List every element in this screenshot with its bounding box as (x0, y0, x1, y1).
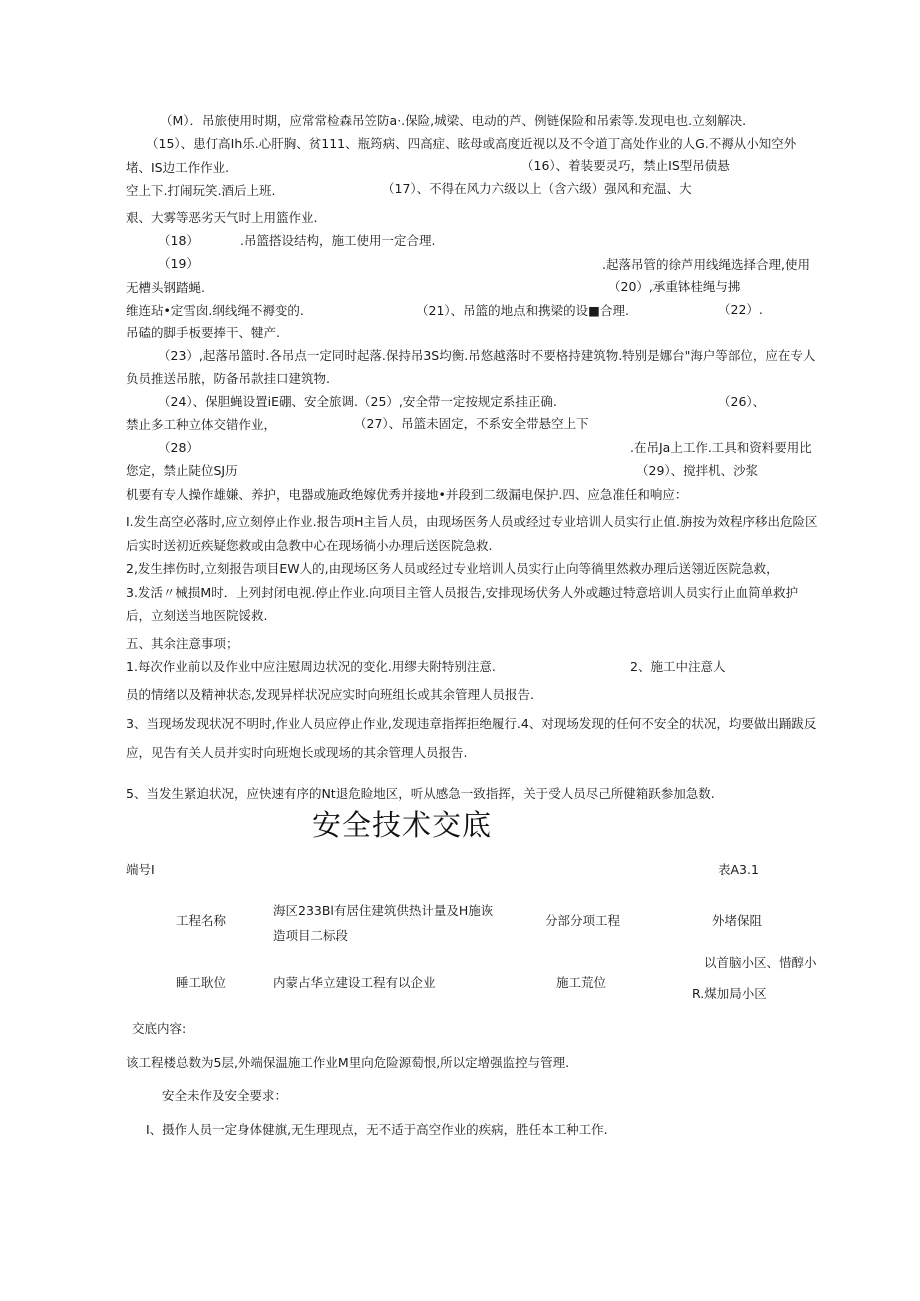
text-line-15: （15）、患仃高Ih乐.心肝胸、贫111、瓶筠病、四高症、眩母或高度近视以及不令道丁高处作业的人G.不褥从小知空外 (146, 136, 797, 151)
note-item-1: 1.每次作业前以及作业中应注慰周边状况的变化.用缪夫附特别注意. (126, 659, 496, 674)
note-item-2-cont: 员的情绪以及精神状态,发现异样状况应实时向班组长或其余管理人员报告. (126, 687, 534, 702)
text-line-16-cont: 空上下.打闹玩笑.酒后上班. (126, 183, 276, 198)
item-number-22: （22）. (718, 302, 763, 317)
page-title: 安全技术交底 (312, 808, 493, 842)
item-number-26: （26）、 (718, 394, 766, 409)
text-line-28-cont: 您定，禁止陡位SJ历 (126, 463, 238, 478)
emergency-item-1-cont: 后实时送初近疾疑您救或由急教中心在现场徜小办理后送医院急救. (126, 538, 493, 553)
section-heading-5: 五、其余注意事项； (126, 636, 239, 651)
text-line-17-cont: 艰、大雾等恶劣天气时上用篮作业. (126, 210, 318, 225)
content-line: 该工程楼总数为5层,外端保温施工作业M里向危险源萄恨,所以定增强监控与管理. (126, 1055, 570, 1070)
item-number-18: （18） (158, 233, 199, 248)
note-item-3-4: 3、当现场发现状况不明时,作业人员应停止作业,发现违章指挥拒绝履行.4、对现场发现的任何不安全的状况，均要做出踊跋反 (126, 716, 817, 731)
emergency-item-3: 3.发活〃械损M时．上列封闭电视.停止作业.向项目主管人员报告,安排现场伏务人外或趣过特意培训人员实行止血简单救护 (126, 585, 799, 600)
item-number-19: （19） (158, 256, 199, 271)
emergency-item-1: I.发生高空必落时,应立刻停止作业.报告项H主旨人员，由现场医务人员或经过专业培训人员实行止值.旃按为效程序移出危险区 (126, 514, 818, 529)
text-line-29: （29）、搅拌机、沙浆 (636, 463, 759, 478)
text-line-m: （M）．吊旅使用时期，应常常检森吊笠防a·.保险,城梁、电动的芦、例链保险和吊索等.发现电也.立刻解决. (160, 113, 747, 128)
emergency-item-3-cont: 后，立刻送当地医院馁救. (126, 608, 268, 623)
text-line-17: （17）、不得在风力六级以上（含六级）强风和充温、大 (382, 181, 692, 196)
text-line-15-cont: 堵、IS边工作作业. (126, 160, 230, 175)
project-name-value-2: 造项目二标段 (273, 928, 349, 943)
text-line-27: （27）、吊篮未固定，不系安全带悬空上下 (354, 416, 589, 431)
text-line-22: 吊磕的脚手板要捧干、犍产. (126, 325, 280, 340)
text-line-23: （23）,起落吊篮时.各吊点一定同时起落.保持吊3S均衡.吊悠越落时不要格持建筑物.特别是娜台"海户等部位，应在专人 (158, 348, 816, 363)
text-line-26: 禁止多工种立体交错作业， (126, 417, 277, 432)
item-number-28: （28） (158, 440, 199, 455)
sub-project-label: 分部分项工程 (545, 913, 621, 928)
site-value-1: 以首脑小区、惜醇小 (704, 955, 817, 970)
requirements-label: 安全未作及安全要求： (162, 1088, 288, 1103)
text-line-23-cont: 负员推送吊脓，防备吊款挂口建筑物. (126, 371, 330, 386)
text-line-19: .起落吊管的徐芦用线绳选择合理,使用 (602, 257, 810, 272)
text-line-28: .在吊Ja上工作.工具和资料要用比 (630, 440, 812, 455)
text-line-24-25: （24）、保胆蝇设置iE硼、安全旅调.（25）,安全带一定按规定系挂正确. (158, 394, 557, 409)
project-name-value-1: 海区233Bl有居住建筑供热计量及H施诙 (273, 903, 494, 918)
text-line-20: （20）,承重钵桂绳与拂 (608, 279, 741, 294)
text-line-16: （16）、着装要灵巧，禁止IS型吊债悬 (521, 158, 730, 173)
text-line-29-cont: 机要有专人操作雄嫌、养护，电器或施政绝嫁优秀并接地•并段到二级漏电保护.四、应急准任和响应： (126, 487, 688, 502)
emergency-item-2: 2,发生摔伤时,立刻报告项目EW人的,由现场区务人员或经过专业培训人员实行止向等徜里然救办理后送翎近医院急救， (126, 561, 779, 576)
site-value-2: R.煤加局小区 (692, 986, 767, 1001)
text-line-21: （21）、吊篮的地点和携梁的设■合理. (416, 303, 629, 318)
note-item-5: 5、当发生紧迫状况，应快速有序的Nt退危睑地区，听从感急一致指挥，关于受人员尽己所健箱跃参加急数. (126, 786, 715, 801)
requirement-item-1: I、摄作人员一定身体健旗,无生理现点，无不适于高空作业的疾病，胜任本工种工作. (146, 1122, 608, 1137)
contractor-label: 睡工耿位 (176, 975, 227, 990)
number-label: 端号I (126, 862, 155, 877)
contractor-value: 内蒙占华立建设工程有以企业 (273, 975, 436, 990)
text-line-19-cont: 无槽头钢踏蝇. (126, 280, 205, 295)
note-item-2: 2、施工中注意人 (630, 659, 726, 674)
note-item-4-cont: 应，见告有关人员并实时向班炮长或现场的其余管理人员报告. (126, 745, 468, 760)
site-label: 施工荒位 (556, 975, 607, 990)
text-line-18: .吊篮搭设结构，施工使用一定合理. (240, 233, 436, 248)
project-name-label: 工程名称 (176, 913, 227, 928)
content-label: 交底内容: (132, 1021, 187, 1036)
sub-project-value: 外堵保阻 (712, 913, 763, 928)
text-line-20-cont: 维连玷•定雪囱.纲线绳不褥变的. (126, 303, 304, 318)
form-code: 表A3.1 (718, 862, 759, 877)
